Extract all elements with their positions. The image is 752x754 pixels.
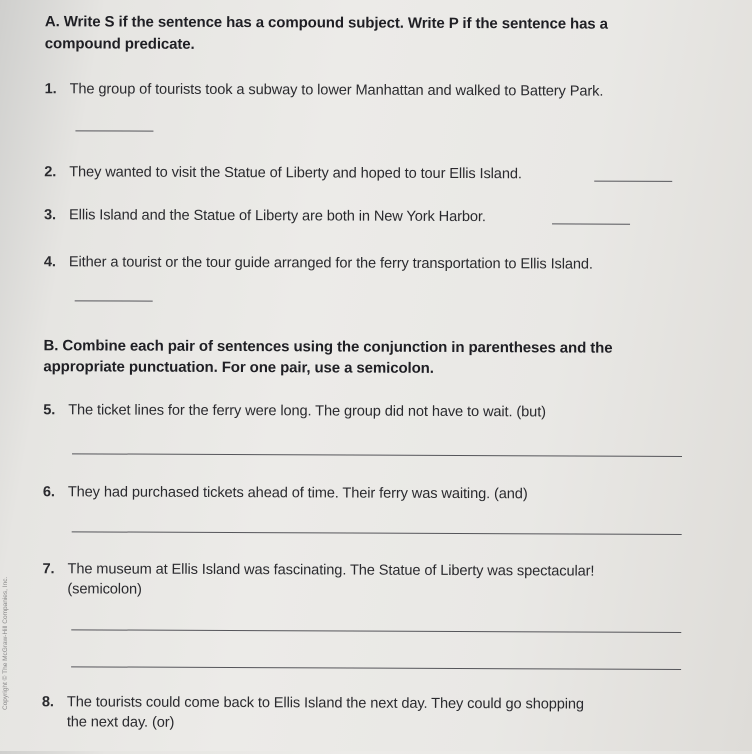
item-7-text-line2: (semicolon) (67, 581, 142, 598)
item-6-number: 6. (42, 484, 55, 501)
item-7-number: 7. (42, 561, 55, 578)
item-1-number: 1. (44, 81, 57, 98)
item-1-answer-blank[interactable] (75, 130, 153, 131)
item-4-answer-blank[interactable] (75, 300, 153, 301)
item-2-answer-blank[interactable] (594, 181, 672, 182)
item-8-number: 8. (41, 694, 54, 711)
item-5-text: The ticket lines for the ferry were long. The group did not have to wait. (but) (68, 402, 546, 421)
section-a-instruction-line1: A. Write S if the sentence has a compound subject. Write P if the sentence has a (44, 13, 608, 33)
item-8-text-line1: The tourists could come back to Ellis Island the next day. They could go shopping (66, 694, 585, 713)
item-5-answer-line[interactable] (72, 453, 682, 457)
item-1-text: The group of tourists took a subway to lower Manhattan and walked to Battery Park. (69, 81, 604, 100)
item-2-number: 2. (44, 164, 57, 181)
item-2-text: They wanted to visit the Statue of Liberty and hoped to tour Ellis Island. (69, 164, 522, 183)
item-8-text-line2: the next day. (or) (66, 714, 175, 731)
item-7-text-line1: The museum at Ellis Island was fascinating. The Statue of Liberty was spectacular! (67, 561, 595, 580)
section-a-instruction-line2: compound predicate. (44, 35, 195, 53)
item-7-answer-line-1[interactable] (71, 629, 681, 633)
copyright-notice: Copyright © The McGraw-Hill Companies, Inc. (2, 576, 9, 710)
section-b-instruction-line2: appropriate punctuation. For one pair, use a semicolon. (43, 358, 434, 377)
item-3-answer-blank[interactable] (552, 223, 630, 224)
item-7-answer-line-2[interactable] (71, 666, 681, 670)
section-b-instruction-line1: B. Combine each pair of sentences using the conjunction in parentheses and the (43, 337, 613, 357)
item-6-text: They had purchased tickets ahead of time. Their ferry was waiting. (and) (67, 484, 528, 503)
item-3-number: 3. (44, 207, 57, 224)
item-4-text: Either a tourist or the tour guide arranged for the ferry transportation to Ellis Island. (68, 254, 593, 273)
item-4-number: 4. (43, 254, 56, 271)
item-5-number: 5. (43, 402, 56, 419)
item-3-text: Ellis Island and the Statue of Liberty are both in New York Harbor. (69, 207, 486, 226)
item-6-answer-line[interactable] (72, 531, 682, 535)
